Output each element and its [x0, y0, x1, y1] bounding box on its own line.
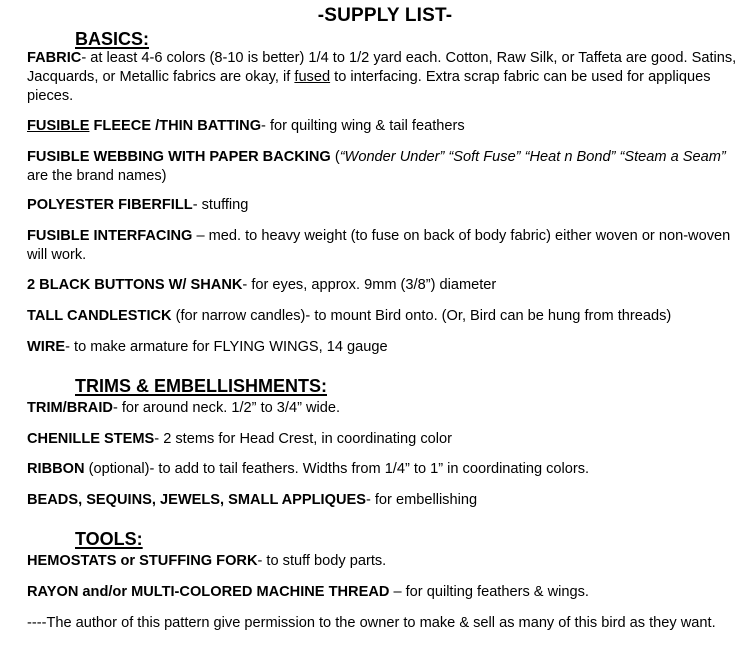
supply-item-fusible-interfacing [27, 227, 749, 265]
supply-item-ribbon [27, 460, 749, 479]
supply-item-label: FABRIC [27, 50, 82, 66]
supply-item-trim-braid [27, 399, 749, 418]
supply-item-text: - for quilting wing & tail feathers [261, 118, 465, 134]
supply-item-label: 2 BLACK BUTTONS W/ SHANK [27, 277, 243, 293]
supply-item-text: – med. to heavy weight (to fuse on back of body fabric) either woven or non-woven will work. [27, 228, 731, 263]
supply-item-text: (for narrow candles)- to mount Bird onto. (Or, Bird can be hung from threads) [171, 308, 672, 324]
supply-item-chenille-stems [27, 430, 749, 449]
supply-item-text: ( [330, 149, 340, 165]
supply-item-label: RAYON and/or MULTI-COLORED MACHINE THREAD [27, 584, 390, 600]
supply-item-label-underlined: FUSIBLE [27, 118, 90, 134]
supply-item-text: are the brand names) [27, 168, 167, 184]
supply-item-text: - to stuff body parts. [257, 553, 387, 569]
supply-item-text: - for eyes, approx. 9mm (3/8”) diameter [242, 277, 497, 293]
supply-item-label: HEMOSTATS or STUFFING FORK [27, 553, 258, 569]
supply-item-fusible-fleece [27, 117, 749, 136]
supply-item-label: CHENILLE STEMS [27, 431, 155, 447]
supply-item-fiberfill [27, 196, 749, 215]
supply-item-hemostats [27, 552, 749, 571]
supply-item-wire [27, 338, 749, 357]
supply-item-label: TALL CANDLESTICK [27, 308, 172, 324]
supply-item-candlestick [27, 307, 749, 326]
page-title: -SUPPLY LIST- [317, 5, 453, 26]
supply-item-fabric [27, 49, 749, 106]
section-heading-trims: TRIMS & EMBELLISHMENTS: [75, 376, 327, 396]
supply-item-text: - for embellishing [365, 492, 478, 508]
supply-item-label: TRIM/BRAID [27, 400, 113, 416]
section-heading-basics: BASICS: [75, 29, 150, 49]
supply-item-fusible-webbing [27, 148, 749, 186]
brand-names: “Wonder Under” “Soft Fuse” “Heat n Bond” “Steam a Seam” [339, 149, 726, 165]
supply-item-black-buttons [27, 276, 749, 295]
fused-emphasis: fused [294, 69, 331, 85]
supply-item-label: FLEECE /THIN BATTING [89, 118, 262, 134]
supply-item-text: – for quilting feathers & wings. [389, 584, 589, 600]
supply-item-machine-thread [27, 583, 749, 602]
supply-item-label: FUSIBLE INTERFACING [27, 228, 193, 244]
supply-item-text: - stuffing [192, 197, 249, 213]
section-heading-tools: TOOLS: [75, 529, 143, 549]
supply-item-label: BEADS, SEQUINS, JEWELS, SMALL APPLIQUES [27, 492, 366, 508]
supply-item-label: WIRE [27, 339, 66, 355]
supply-item-text: (optional)- to add to tail feathers. Widths from 1/4” to 1” in coordinating colors. [84, 461, 590, 477]
supply-item-label: FUSIBLE WEBBING WITH PAPER BACKING [27, 149, 331, 165]
supply-item-label: POLYESTER FIBERFILL [27, 197, 193, 213]
permission-note: ----The author of this pattern give permission to the owner to make & sell as many of this bird as they want. [27, 615, 716, 631]
supply-item-text: - to make armature for FLYING WINGS, 14 gauge [65, 339, 388, 355]
supply-item-text: to interfacing. Extra scrap fabric can be used for appliques pieces. [27, 69, 711, 104]
supply-item-text: - at least 4-6 colors (8-10 is better) 1/4 to 1/2 yard each. Cotton, Raw Silk, or Taffeta are good. Satins, Jacquards, or Metallic fabrics are okay, if [27, 50, 737, 85]
supply-item-text: - for around neck. 1/2” to 3/4” wide. [112, 400, 341, 416]
supply-item-text: - 2 stems for Head Crest, in coordinating color [154, 431, 452, 447]
supply-item-label: RIBBON [27, 461, 85, 477]
supply-item-beads [27, 491, 749, 510]
